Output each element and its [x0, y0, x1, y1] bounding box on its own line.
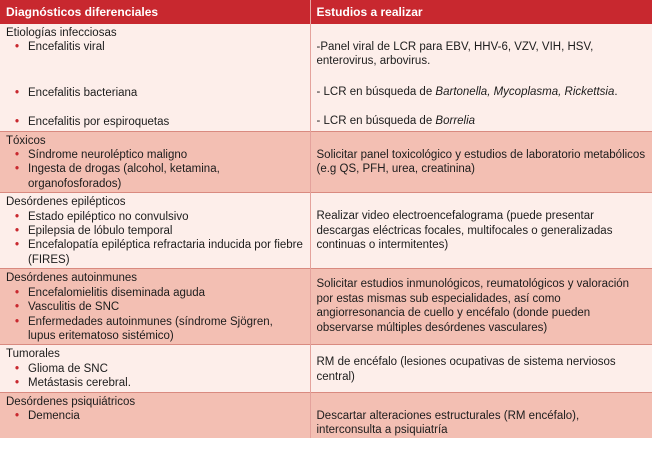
bullet-icon: • — [15, 286, 20, 299]
list-item: • Epilepsia de lóbulo temporal — [15, 225, 173, 238]
header-estudios: Estudios a realizar — [310, 0, 652, 24]
diagnosis-cell — [0, 193, 310, 269]
diagnosis-list — [6, 210, 304, 268]
study-text: Solicitar estudios inmunológicos, reumatológicos y valoración por estas mismas sub especialidades, así como angiorresonancia de cuello y encéfalo (donde pueden observarse múltiples desórdenes vasculares) — [316, 278, 630, 334]
diagnosis-cell — [0, 269, 310, 345]
category-label: Desórdenes epilépticos — [6, 196, 126, 209]
diagnosis-cell — [0, 131, 310, 193]
table-row — [0, 392, 652, 438]
diagnosis-list — [6, 286, 304, 344]
diagnosis-list — [6, 362, 304, 391]
bullet-icon: • — [15, 86, 20, 99]
bullet-icon: • — [15, 239, 20, 252]
bullet-icon: • — [15, 225, 20, 238]
category-label: Desórdenes autoinmunes — [6, 272, 138, 285]
diagnosis-list — [6, 148, 304, 191]
bullet-icon: • — [15, 301, 20, 314]
study-text: RM de encéfalo (lesiones ocupativas de sistema nerviosos central) — [316, 356, 616, 383]
bullet-icon: • — [15, 210, 20, 223]
studies-cell — [310, 392, 652, 438]
list-item: • Metástasis cerebral. — [15, 377, 131, 390]
list-item: • Glioma de SNC — [15, 362, 108, 375]
list-item: • Demencia — [15, 409, 80, 422]
bullet-icon: • — [15, 116, 20, 129]
bullet-icon: • — [15, 377, 20, 390]
bullet-icon: • — [15, 315, 20, 328]
list-item: • Encefalitis por espiroquetas — [15, 116, 170, 129]
diagnosis-cell — [0, 24, 310, 131]
category-label: Etiologías infecciosas — [6, 27, 117, 39]
table-row — [0, 345, 652, 392]
table-row — [0, 24, 652, 131]
table-row — [0, 269, 652, 345]
diagnosis-list — [6, 409, 304, 423]
bullet-icon: • — [15, 409, 20, 422]
table-row — [0, 131, 652, 193]
studies-cell — [310, 345, 652, 392]
studies-cell — [310, 193, 652, 269]
list-item: • Vasculitis de SNC — [15, 301, 120, 314]
list-item: • Enfermedades autoinmunes (síndrome Sjögren, lupus eritematoso sistémico) — [15, 315, 273, 342]
list-item: • Encefalomielitis diseminada aguda — [15, 286, 206, 299]
diagnosis-cell — [0, 345, 310, 392]
studies-cell — [310, 269, 652, 345]
study-text: - LCR en búsqueda de Bartonella, Mycoplasma, Rickettsia. — [316, 85, 618, 98]
list-item: • Encefalitis viral — [15, 41, 105, 54]
study-text: Solicitar panel toxicológico y estudios de laboratorio metabólicos (e.g QS, PFH, urea, creatinina) — [316, 148, 646, 176]
category-label: Tóxicos — [6, 134, 46, 147]
category-label: Tumorales — [6, 348, 60, 361]
bullet-icon: • — [15, 163, 20, 176]
category-label: Desórdenes psiquiátricos — [6, 395, 136, 408]
studies-cell — [310, 131, 652, 193]
table-header-row — [0, 0, 652, 24]
list-item: • Estado epiléptico no convulsivo — [15, 210, 189, 223]
study-text: Realizar video electroencefalograma (puede presentar descargas eléctricas focales, multifocales o generalizadas continuas o intermitentes) — [316, 210, 613, 252]
list-item: • Ingesta de drogas (alcohol, ketamina, organofosforados) — [15, 163, 220, 190]
diagnosis-cell — [0, 392, 310, 438]
bullet-icon: • — [15, 149, 20, 162]
list-item: • Encefalopatía epiléptica refractaria inducida por fiebre (FIRES) — [15, 239, 303, 266]
table-row — [0, 193, 652, 269]
bullet-icon: • — [15, 362, 20, 375]
study-text: Descartar alteraciones estructurales (RM encéfalo), interconsulta a psiquiatría — [316, 409, 580, 436]
list-item: • Encefalitis bacteriana — [15, 86, 138, 99]
study-text: - LCR en búsqueda de Borrelia — [316, 115, 476, 128]
header-diagnosticos: Diagnósticos diferenciales — [0, 0, 310, 24]
study-text: -Panel viral de LCR para EBV, HHV-6, VZV, VIH, HSV, enterovirus, arbovirus. — [316, 41, 594, 68]
studies-cell — [310, 24, 652, 131]
bullet-icon: • — [15, 41, 20, 54]
list-item: • Síndrome neuroléptico maligno — [15, 149, 188, 162]
diagnosis-list — [6, 40, 304, 129]
